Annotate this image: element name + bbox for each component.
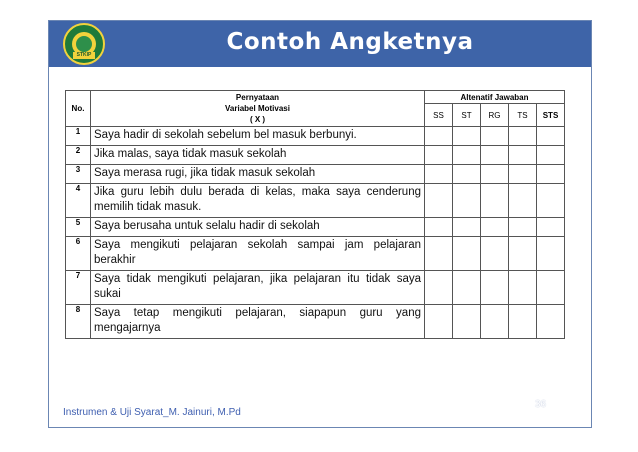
answer-cell-rg[interactable]: [481, 146, 509, 165]
answer-cell-sts[interactable]: [537, 184, 565, 218]
logo-text: STKIP: [73, 52, 95, 59]
row-number: 1: [66, 127, 91, 146]
header-no: No.: [66, 91, 91, 127]
answer-cell-ss[interactable]: [425, 146, 453, 165]
answer-cell-sts[interactable]: [537, 165, 565, 184]
answer-cell-ts[interactable]: [509, 271, 537, 305]
row-number: 2: [66, 146, 91, 165]
row-number: 8: [66, 305, 91, 339]
answer-cell-rg[interactable]: [481, 184, 509, 218]
answer-cell-ts[interactable]: [509, 165, 537, 184]
header-statement-line2: Variabel Motivasi: [225, 104, 290, 113]
answer-cell-rg[interactable]: [481, 305, 509, 339]
row-statement: Saya tidak mengikuti pelajaran, jika pelajaran itu tidak saya sukai: [91, 271, 425, 305]
answer-cell-ts[interactable]: [509, 146, 537, 165]
answer-cell-ts[interactable]: [509, 127, 537, 146]
header-statement-line1: Pernyataan: [235, 93, 280, 102]
row-statement: Saya merasa rugi, jika tidak masuk sekolah: [91, 165, 425, 184]
row-statement: Saya hadir di sekolah sebelum bel masuk berbunyi.: [91, 127, 425, 146]
answer-cell-sts[interactable]: [537, 237, 565, 271]
answer-cell-sts[interactable]: [537, 271, 565, 305]
header-alternatives: Altenatif Jawaban: [425, 91, 565, 104]
answer-cell-st[interactable]: [453, 271, 481, 305]
row-number: 5: [66, 218, 91, 237]
header-option-rg: RG: [481, 104, 509, 127]
answer-cell-rg[interactable]: [481, 237, 509, 271]
row-statement: Jika guru lebih dulu berada di kelas, maka saya cenderung memilih tidak masuk.: [91, 184, 425, 218]
table-row: [66, 127, 565, 146]
row-statement: Saya berusaha untuk selalu hadir di sekolah: [91, 218, 425, 237]
answer-cell-ts[interactable]: [509, 184, 537, 218]
answer-cell-ss[interactable]: [425, 184, 453, 218]
row-number: 6: [66, 237, 91, 271]
questionnaire-table: [65, 90, 565, 339]
header-option-ts: TS: [509, 104, 537, 127]
answer-cell-rg[interactable]: [481, 165, 509, 184]
answer-cell-st[interactable]: [453, 237, 481, 271]
answer-cell-ss[interactable]: [425, 218, 453, 237]
title-bar: [49, 21, 591, 67]
answer-cell-st[interactable]: [453, 218, 481, 237]
answer-cell-ss[interactable]: [425, 305, 453, 339]
answer-cell-ts[interactable]: [509, 218, 537, 237]
header-option-ss: SS: [425, 104, 453, 127]
answer-cell-ts[interactable]: [509, 305, 537, 339]
answer-cell-sts[interactable]: [537, 146, 565, 165]
answer-cell-ss[interactable]: [425, 237, 453, 271]
table-row: [66, 271, 565, 305]
answer-cell-st[interactable]: [453, 127, 481, 146]
answer-cell-st[interactable]: [453, 165, 481, 184]
answer-cell-rg[interactable]: [481, 218, 509, 237]
header-statement-line3: ( X ): [249, 115, 266, 124]
header-option-sts: STS: [537, 104, 565, 127]
answer-cell-st[interactable]: [453, 184, 481, 218]
answer-cell-rg[interactable]: [481, 127, 509, 146]
table-row: [66, 218, 565, 237]
table-body: [66, 127, 565, 339]
table-row: [66, 165, 565, 184]
page-number: 36: [535, 399, 547, 410]
answer-cell-st[interactable]: [453, 146, 481, 165]
header-option-st: ST: [453, 104, 481, 127]
answer-cell-sts[interactable]: [537, 305, 565, 339]
table-row: [66, 305, 565, 339]
row-statement: Jika malas, saya tidak masuk sekolah: [91, 146, 425, 165]
answer-cell-sts[interactable]: [537, 218, 565, 237]
answer-cell-st[interactable]: [453, 305, 481, 339]
answer-cell-ts[interactable]: [509, 237, 537, 271]
answer-cell-ss[interactable]: [425, 127, 453, 146]
row-statement: Saya mengikuti pelajaran sekolah sampai jam pelajaran berakhir: [91, 237, 425, 271]
slide-title: Contoh Angketnya: [226, 29, 474, 55]
table-row: [66, 184, 565, 218]
footer-text: Instrumen & Uji Syarat_M. Jainuri, M.Pd: [63, 407, 241, 418]
slide: [48, 20, 592, 428]
answer-cell-rg[interactable]: [481, 271, 509, 305]
row-statement: Saya tetap mengikuti pelajaran, siapapun guru yang mengajarnya: [91, 305, 425, 339]
answer-cell-sts[interactable]: [537, 127, 565, 146]
table-row: [66, 146, 565, 165]
row-number: 4: [66, 184, 91, 218]
answer-cell-ss[interactable]: [425, 165, 453, 184]
row-number: 7: [66, 271, 91, 305]
header-statement: [91, 91, 425, 127]
answer-cell-ss[interactable]: [425, 271, 453, 305]
row-number: 3: [66, 165, 91, 184]
table-row: [66, 237, 565, 271]
